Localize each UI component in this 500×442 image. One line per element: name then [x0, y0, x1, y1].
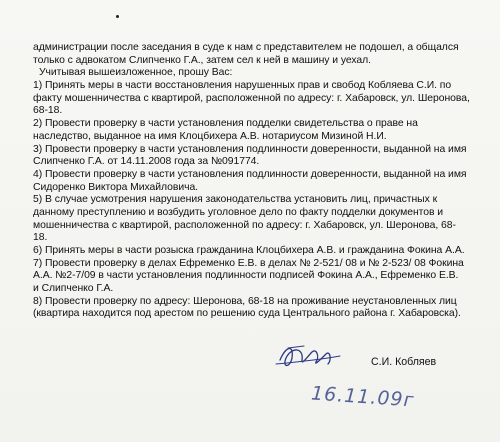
- body-line: наследство, выданное на имя Клоцбихера А.В. нотариусом Мизиной Н.И.: [33, 130, 387, 142]
- body-line: Слипченко Г.А. от 14.11.2008 года за №091774.: [33, 156, 260, 168]
- handwritten-signature: [268, 338, 468, 378]
- body-line: факту мошенничества с квартирой, расположенной по адресу: г. Хабаровск, ул. Шеронова,: [33, 92, 470, 104]
- body-line: данному преступлению и возбудить уголовное дело по факту подделки документов и: [33, 206, 444, 218]
- body-line: 18.: [33, 232, 48, 244]
- body-line: 2) Провести проверку в части установления подделки свидетельства о праве на: [33, 118, 418, 130]
- body-line: и Слипченко Г.А.: [33, 283, 114, 295]
- body-line: 6) Принять меры в части розыска гражданина Клоцбихера А.В. и гражданина Фокина А.А.: [33, 245, 465, 256]
- signer-name: С.И. Кобляев: [371, 356, 437, 368]
- ink-speck: [116, 15, 119, 18]
- body-line: мошенничества с квартирой, расположенной по адресу: г. Хабаровск, ул. Шеронова, 68-: [33, 219, 456, 231]
- body-line: 5) В случае усмотрения нарушения законодательства установить лиц, причастных к: [33, 194, 438, 206]
- body-line: Сидоренко Виктора Михайловича.: [33, 181, 199, 193]
- body-line: только с адвокатом Слипченко Г.А., затем сел к ней в машину и уехал.: [33, 54, 371, 66]
- document-body: [33, 42, 485, 321]
- body-line: 1) Принять меры в части восстановления нарушенных прав и свобод Кобляева С.И. по: [33, 80, 452, 92]
- body-line: 4) Провести проверку в части установления подлинности доверенности, выданной на имя: [33, 168, 467, 180]
- body-line: 8) Провести проверку по адресу: Шеронова, 68-18 на проживание неустановленных лиц: [33, 295, 457, 307]
- body-line: 3) Провести проверку в части установления подлинности доверенности, выданной на имя: [33, 143, 467, 155]
- body-line: (квартира находится под арестом по решению суда Центрального района г. Хабаровска).: [33, 308, 461, 320]
- body-line: Учитывая вышеизложенное, прошу Вас:: [39, 67, 233, 79]
- body-line: А.А. №2-7/09 в части установления подлинности подписей Фокина А.А., Ефременко Е.В.: [33, 270, 459, 282]
- body-line: 68-18.: [33, 105, 63, 117]
- body-line: администрации после заседания в суде к нам с представителем не подошел, а общался: [33, 42, 459, 53]
- handwritten-date: 16.11.09г: [310, 382, 416, 412]
- body-line: 7) Провести проверку в делах Ефременко Е.В. в делах № 2-521/ 08 и № 2-523/ 08 Фокина: [33, 257, 464, 269]
